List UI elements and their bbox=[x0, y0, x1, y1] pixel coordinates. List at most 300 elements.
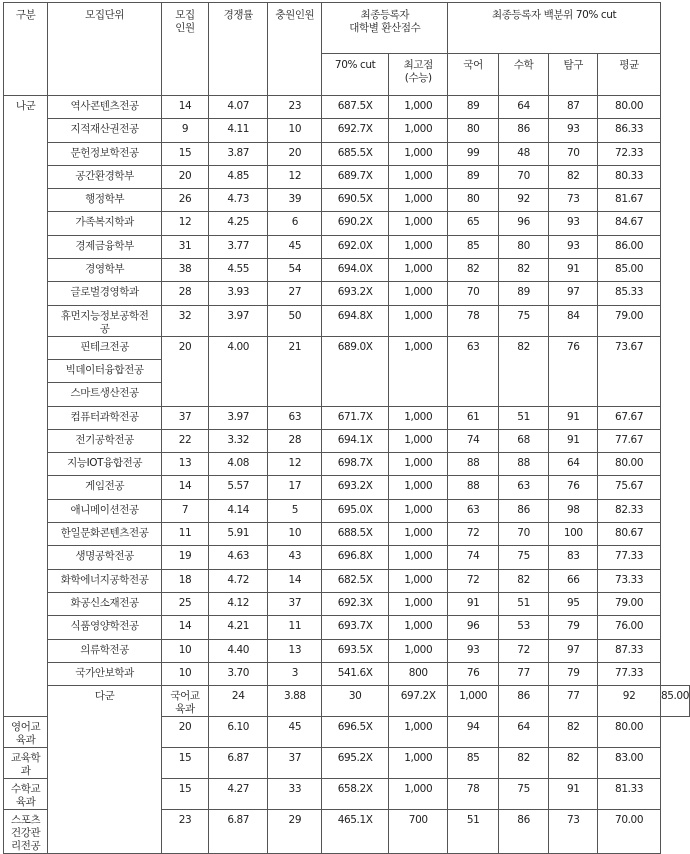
unit-name-cell bbox=[4, 717, 48, 748]
rate-cell: 4.07 bbox=[209, 96, 268, 119]
rate-cell: 3.87 bbox=[209, 142, 268, 165]
quota-cell: 20 bbox=[162, 717, 209, 748]
rate-cell: 3.97 bbox=[209, 406, 268, 429]
unit-name: 화공신소재전공 bbox=[70, 596, 139, 609]
math-cell: 68 bbox=[498, 429, 548, 452]
score-cut-cell: 694.1X bbox=[322, 429, 389, 452]
table-row bbox=[4, 476, 690, 499]
rate-cell: 4.25 bbox=[209, 212, 268, 235]
unit-name: 한일문화콘텐츠전공 bbox=[60, 527, 149, 540]
group-label: 나군 bbox=[4, 96, 48, 717]
waitlist-cell: 10 bbox=[268, 523, 322, 546]
average-cell: 77.67 bbox=[598, 429, 661, 452]
inquiry-cell: 79 bbox=[549, 616, 598, 639]
table-row bbox=[4, 165, 690, 188]
score-max-cell: 1,000 bbox=[389, 406, 448, 429]
average-cell: 80.67 bbox=[598, 523, 661, 546]
unit-name-cell bbox=[48, 336, 162, 359]
score-max-cell: 1,000 bbox=[448, 686, 498, 717]
rate-cell: 4.40 bbox=[209, 639, 268, 662]
score-cut-cell: 693.5X bbox=[322, 639, 389, 662]
korean-cell: 72 bbox=[448, 523, 498, 546]
inquiry-cell: 91 bbox=[549, 259, 598, 282]
quota-cell: 32 bbox=[162, 305, 209, 336]
group-label: 다군 bbox=[48, 686, 162, 854]
score-cut-cell: 698.7X bbox=[322, 453, 389, 476]
quota-cell: 28 bbox=[162, 282, 209, 305]
average-cell: 79.00 bbox=[598, 305, 661, 336]
unit-name: 영어교육과 bbox=[10, 721, 41, 747]
math-cell: 51 bbox=[498, 406, 548, 429]
rate-cell: 3.32 bbox=[209, 429, 268, 452]
quota-cell: 10 bbox=[162, 662, 209, 685]
rate-cell: 4.85 bbox=[209, 165, 268, 188]
unit-name: 행정학부 bbox=[85, 193, 125, 206]
quota-cell: 26 bbox=[162, 189, 209, 212]
korean-cell: 74 bbox=[448, 429, 498, 452]
average-cell: 77.33 bbox=[598, 662, 661, 685]
score-max-cell: 1,000 bbox=[389, 429, 448, 452]
header-rate: 경쟁률 bbox=[209, 3, 268, 96]
korean-cell: 78 bbox=[448, 779, 498, 810]
inquiry-cell: 82 bbox=[549, 717, 598, 748]
unit-name-cell bbox=[48, 383, 162, 406]
rate-cell: 4.08 bbox=[209, 453, 268, 476]
score-max-cell: 1,000 bbox=[389, 779, 448, 810]
table-row bbox=[4, 305, 690, 336]
score-max-cell: 1,000 bbox=[389, 499, 448, 522]
score-cut-cell: 696.5X bbox=[322, 717, 389, 748]
score-cut-cell: 695.2X bbox=[322, 748, 389, 779]
rate-cell: 3.88 bbox=[268, 686, 322, 717]
rate-cell: 4.12 bbox=[209, 592, 268, 615]
average-cell: 84.67 bbox=[598, 212, 661, 235]
waitlist-cell: 12 bbox=[268, 165, 322, 188]
rate-cell: 4.72 bbox=[209, 569, 268, 592]
quota-cell: 19 bbox=[162, 546, 209, 569]
rate-cell: 3.97 bbox=[209, 305, 268, 336]
waitlist-cell: 27 bbox=[268, 282, 322, 305]
average-cell: 85.00 bbox=[660, 686, 689, 717]
korean-cell: 74 bbox=[448, 546, 498, 569]
waitlist-cell: 10 bbox=[268, 119, 322, 142]
quota-cell: 22 bbox=[162, 429, 209, 452]
average-cell: 80.00 bbox=[598, 717, 661, 748]
waitlist-cell: 45 bbox=[268, 235, 322, 258]
waitlist-cell: 12 bbox=[268, 453, 322, 476]
math-cell: 89 bbox=[498, 282, 548, 305]
header-score-line2: 대학별 환산점수 bbox=[349, 22, 421, 34]
table-row bbox=[4, 616, 690, 639]
rate-cell: 3.70 bbox=[209, 662, 268, 685]
inquiry-cell: 97 bbox=[549, 282, 598, 305]
unit-name: 빅데이터융합전공 bbox=[65, 363, 144, 376]
inquiry-cell: 92 bbox=[598, 686, 661, 717]
score-cut-cell: 692.7X bbox=[322, 119, 389, 142]
unit-name: 문헌정보학전공 bbox=[70, 146, 139, 159]
korean-cell: 89 bbox=[448, 165, 498, 188]
inquiry-cell: 70 bbox=[549, 142, 598, 165]
header-unit: 모집단위 bbox=[48, 3, 162, 96]
score-cut-cell: 688.5X bbox=[322, 523, 389, 546]
average-cell: 87.33 bbox=[598, 639, 661, 662]
rate-cell: 5.57 bbox=[209, 476, 268, 499]
math-cell: 82 bbox=[498, 336, 548, 406]
score-max-cell: 1,000 bbox=[389, 476, 448, 499]
waitlist-cell: 45 bbox=[268, 717, 322, 748]
table-row bbox=[4, 453, 690, 476]
unit-name-cell bbox=[48, 235, 162, 258]
average-cell: 75.67 bbox=[598, 476, 661, 499]
score-cut-cell: 692.3X bbox=[322, 592, 389, 615]
inquiry-cell: 82 bbox=[549, 165, 598, 188]
inquiry-cell: 79 bbox=[549, 662, 598, 685]
inquiry-cell: 93 bbox=[549, 212, 598, 235]
inquiry-cell: 84 bbox=[549, 305, 598, 336]
inquiry-cell: 100 bbox=[549, 523, 598, 546]
average-cell: 85.33 bbox=[598, 282, 661, 305]
unit-name-cell bbox=[48, 359, 162, 382]
math-cell: 92 bbox=[498, 189, 548, 212]
waitlist-cell: 20 bbox=[268, 142, 322, 165]
quota-cell: 37 bbox=[162, 406, 209, 429]
score-cut-cell: 693.2X bbox=[322, 476, 389, 499]
quota-cell: 14 bbox=[162, 96, 209, 119]
header-waitlist: 충원인원 bbox=[268, 3, 322, 96]
math-cell: 75 bbox=[498, 546, 548, 569]
math-cell: 75 bbox=[498, 305, 548, 336]
rate-cell: 4.00 bbox=[209, 336, 268, 406]
score-cut-cell: 465.1X bbox=[322, 810, 389, 854]
score-cut-cell: 693.7X bbox=[322, 616, 389, 639]
math-cell: 82 bbox=[498, 748, 548, 779]
waitlist-cell: 29 bbox=[268, 810, 322, 854]
unit-name: 경영학부 bbox=[85, 263, 125, 276]
unit-name-cell bbox=[48, 476, 162, 499]
unit-name: 수학교육과 bbox=[10, 783, 41, 809]
math-cell: 70 bbox=[498, 165, 548, 188]
header-group: 구분 bbox=[4, 3, 48, 96]
math-cell: 53 bbox=[498, 616, 548, 639]
unit-name-cell bbox=[48, 453, 162, 476]
table-row bbox=[4, 569, 690, 592]
math-cell: 64 bbox=[498, 96, 548, 119]
unit-name-cell bbox=[48, 282, 162, 305]
unit-name-cell bbox=[48, 305, 162, 336]
korean-cell: 89 bbox=[448, 96, 498, 119]
average-cell: 80.00 bbox=[598, 453, 661, 476]
quota-cell: 14 bbox=[162, 476, 209, 499]
math-cell: 88 bbox=[498, 453, 548, 476]
inquiry-cell: 82 bbox=[549, 748, 598, 779]
unit-name: 지능IOT융합전공 bbox=[67, 457, 143, 470]
average-cell: 81.33 bbox=[598, 779, 661, 810]
math-cell: 77 bbox=[549, 686, 598, 717]
math-cell: 75 bbox=[498, 779, 548, 810]
average-cell: 86.33 bbox=[598, 119, 661, 142]
score-max-cell: 1,000 bbox=[389, 336, 448, 406]
waitlist-cell: 39 bbox=[268, 189, 322, 212]
rate-cell: 4.73 bbox=[209, 189, 268, 212]
score-max-cell: 1,000 bbox=[389, 305, 448, 336]
unit-name-cell bbox=[48, 592, 162, 615]
score-max-cell: 1,000 bbox=[389, 453, 448, 476]
waitlist-cell: 21 bbox=[268, 336, 322, 406]
unit-name-cell bbox=[48, 429, 162, 452]
quota-cell: 9 bbox=[162, 119, 209, 142]
rate-cell: 5.91 bbox=[209, 523, 268, 546]
score-cut-cell: 690.2X bbox=[322, 212, 389, 235]
inquiry-cell: 91 bbox=[549, 429, 598, 452]
score-max-cell: 1,000 bbox=[389, 616, 448, 639]
korean-cell: 96 bbox=[448, 616, 498, 639]
korean-cell: 93 bbox=[448, 639, 498, 662]
waitlist-cell: 37 bbox=[268, 748, 322, 779]
unit-name: 경제금융학부 bbox=[75, 239, 134, 252]
unit-name: 가족복지학과 bbox=[75, 216, 134, 229]
score-cut-cell: 689.0X bbox=[322, 336, 389, 406]
unit-name-cell bbox=[4, 810, 48, 854]
unit-name-cell bbox=[48, 499, 162, 522]
table-row bbox=[4, 235, 690, 258]
quota-cell: 11 bbox=[162, 523, 209, 546]
korean-cell: 99 bbox=[448, 142, 498, 165]
score-max-cell: 1,000 bbox=[389, 142, 448, 165]
table-row bbox=[4, 499, 690, 522]
korean-cell: 63 bbox=[448, 336, 498, 406]
math-cell: 70 bbox=[498, 523, 548, 546]
waitlist-cell: 50 bbox=[268, 305, 322, 336]
waitlist-cell: 6 bbox=[268, 212, 322, 235]
korean-cell: 80 bbox=[448, 119, 498, 142]
average-cell: 67.67 bbox=[598, 406, 661, 429]
korean-cell: 88 bbox=[448, 453, 498, 476]
header-score bbox=[322, 3, 448, 54]
score-max-cell: 1,000 bbox=[389, 748, 448, 779]
quota-cell: 14 bbox=[162, 616, 209, 639]
score-max-cell: 1,000 bbox=[389, 569, 448, 592]
unit-name-cell bbox=[162, 686, 209, 717]
unit-name: 역사콘텐츠전공 bbox=[70, 100, 139, 112]
quota-cell: 7 bbox=[162, 499, 209, 522]
quota-cell: 15 bbox=[162, 779, 209, 810]
korean-cell: 72 bbox=[448, 569, 498, 592]
score-cut-cell: 682.5X bbox=[322, 569, 389, 592]
waitlist-cell: 37 bbox=[268, 592, 322, 615]
waitlist-cell: 13 bbox=[268, 639, 322, 662]
quota-cell: 10 bbox=[162, 639, 209, 662]
unit-name-cell bbox=[48, 662, 162, 685]
score-cut-cell: 687.5X bbox=[322, 96, 389, 119]
unit-name: 스포츠건강관리전공 bbox=[10, 814, 41, 853]
math-cell: 80 bbox=[498, 235, 548, 258]
unit-name-cell bbox=[48, 119, 162, 142]
average-cell: 70.00 bbox=[598, 810, 661, 854]
header-inquiry: 탐구 bbox=[549, 54, 598, 96]
inquiry-cell: 98 bbox=[549, 499, 598, 522]
unit-name: 컴퓨터과학전공 bbox=[70, 410, 139, 423]
unit-name: 화학에너지공학전공 bbox=[60, 573, 149, 586]
rate-cell: 4.21 bbox=[209, 616, 268, 639]
inquiry-cell: 64 bbox=[549, 453, 598, 476]
quota-cell: 15 bbox=[162, 142, 209, 165]
waitlist-cell: 54 bbox=[268, 259, 322, 282]
score-max-cell: 1,000 bbox=[389, 212, 448, 235]
unit-name-cell bbox=[48, 523, 162, 546]
rate-cell: 4.11 bbox=[209, 119, 268, 142]
korean-cell: 70 bbox=[448, 282, 498, 305]
score-cut-cell: 671.7X bbox=[322, 406, 389, 429]
score-cut-cell: 695.0X bbox=[322, 499, 389, 522]
unit-name-line: 휴먼지능정보공학전 bbox=[60, 309, 149, 322]
table-row bbox=[4, 662, 690, 685]
inquiry-cell: 93 bbox=[549, 235, 598, 258]
inquiry-cell: 87 bbox=[549, 96, 598, 119]
quota-cell: 23 bbox=[162, 810, 209, 854]
average-cell: 77.33 bbox=[598, 546, 661, 569]
score-max-cell: 1,000 bbox=[389, 189, 448, 212]
table-row bbox=[4, 686, 690, 717]
korean-cell: 78 bbox=[448, 305, 498, 336]
score-cut-cell: 696.8X bbox=[322, 546, 389, 569]
average-cell: 73.33 bbox=[598, 569, 661, 592]
table-row bbox=[4, 406, 690, 429]
score-max-cell: 1,000 bbox=[389, 119, 448, 142]
rate-cell: 4.63 bbox=[209, 546, 268, 569]
unit-name: 스마트생산전공 bbox=[70, 387, 139, 400]
header-score-max-line2: (수능) bbox=[404, 72, 432, 84]
score-max-cell: 1,000 bbox=[389, 523, 448, 546]
score-max-cell: 1,000 bbox=[389, 259, 448, 282]
score-max-cell: 1,000 bbox=[389, 639, 448, 662]
math-cell: 82 bbox=[498, 259, 548, 282]
rate-cell: 6.10 bbox=[209, 717, 268, 748]
unit-name-cell bbox=[48, 616, 162, 639]
inquiry-cell: 91 bbox=[549, 406, 598, 429]
score-max-cell: 1,000 bbox=[389, 165, 448, 188]
unit-name-cell bbox=[48, 569, 162, 592]
average-cell: 80.33 bbox=[598, 165, 661, 188]
score-max-cell: 1,000 bbox=[389, 96, 448, 119]
math-cell: 77 bbox=[498, 662, 548, 685]
rate-cell: 3.93 bbox=[209, 282, 268, 305]
inquiry-cell: 91 bbox=[549, 779, 598, 810]
rate-cell: 6.87 bbox=[209, 810, 268, 854]
header-score-line1: 최종등록자 bbox=[360, 9, 410, 21]
quota-cell: 20 bbox=[162, 336, 209, 406]
waitlist-cell: 5 bbox=[268, 499, 322, 522]
unit-name: 애니메이션전공 bbox=[70, 503, 139, 516]
inquiry-cell: 76 bbox=[549, 336, 598, 406]
inquiry-cell: 95 bbox=[549, 592, 598, 615]
unit-name: 교육학과 bbox=[10, 752, 41, 778]
score-cut-cell: 697.2X bbox=[389, 686, 448, 717]
inquiry-cell: 76 bbox=[549, 476, 598, 499]
inquiry-cell: 93 bbox=[549, 119, 598, 142]
header-score-max-line1: 최고점 bbox=[403, 59, 433, 71]
math-cell: 48 bbox=[498, 142, 548, 165]
header-quota-line1: 모집 bbox=[175, 9, 195, 21]
korean-cell: 51 bbox=[448, 810, 498, 854]
waitlist-cell: 33 bbox=[268, 779, 322, 810]
quota-cell: 18 bbox=[162, 569, 209, 592]
score-cut-cell: 689.7X bbox=[322, 165, 389, 188]
score-max-cell: 1,000 bbox=[389, 592, 448, 615]
header-score-max bbox=[389, 54, 448, 96]
table-row bbox=[4, 212, 690, 235]
score-cut-cell: 694.0X bbox=[322, 259, 389, 282]
table-row bbox=[4, 259, 690, 282]
waitlist-cell: 43 bbox=[268, 546, 322, 569]
score-cut-cell: 541.6X bbox=[322, 662, 389, 685]
math-cell: 82 bbox=[498, 569, 548, 592]
score-max-cell: 1,000 bbox=[389, 282, 448, 305]
header-quota-line2: 인원 bbox=[175, 22, 195, 34]
header-korean: 국어 bbox=[448, 54, 498, 96]
header-quota bbox=[162, 3, 209, 96]
quota-cell: 15 bbox=[162, 748, 209, 779]
math-cell: 63 bbox=[498, 476, 548, 499]
score-cut-cell: 694.8X bbox=[322, 305, 389, 336]
korean-cell: 91 bbox=[448, 592, 498, 615]
math-cell: 72 bbox=[498, 639, 548, 662]
score-cut-cell: 690.5X bbox=[322, 189, 389, 212]
inquiry-cell: 73 bbox=[549, 189, 598, 212]
score-cut-cell: 693.2X bbox=[322, 282, 389, 305]
score-max-cell: 800 bbox=[389, 662, 448, 685]
score-cut-cell: 692.0X bbox=[322, 235, 389, 258]
waitlist-cell: 23 bbox=[268, 96, 322, 119]
unit-name-cell bbox=[48, 259, 162, 282]
average-cell: 82.33 bbox=[598, 499, 661, 522]
score-cut-cell: 685.5X bbox=[322, 142, 389, 165]
average-cell: 72.33 bbox=[598, 142, 661, 165]
header-average: 평균 bbox=[598, 54, 661, 96]
table-row bbox=[4, 546, 690, 569]
quota-cell: 13 bbox=[162, 453, 209, 476]
unit-name: 전기공학전공 bbox=[75, 433, 134, 446]
unit-name: 공간환경학부 bbox=[75, 169, 134, 182]
quota-cell: 12 bbox=[162, 212, 209, 235]
table-row bbox=[4, 96, 690, 119]
unit-name-cell bbox=[48, 546, 162, 569]
table-row bbox=[4, 639, 690, 662]
korean-cell: 94 bbox=[448, 717, 498, 748]
unit-name-cell bbox=[48, 189, 162, 212]
average-cell: 73.67 bbox=[598, 336, 661, 406]
inquiry-cell: 73 bbox=[549, 810, 598, 854]
unit-name-cell bbox=[48, 96, 162, 119]
average-cell: 81.67 bbox=[598, 189, 661, 212]
unit-name-cell bbox=[48, 406, 162, 429]
table-row bbox=[4, 282, 690, 305]
inquiry-cell: 83 bbox=[549, 546, 598, 569]
quota-cell: 20 bbox=[162, 165, 209, 188]
unit-name-line: 공 bbox=[99, 322, 110, 335]
waitlist-cell: 11 bbox=[268, 616, 322, 639]
unit-name-cell bbox=[4, 748, 48, 779]
korean-cell: 76 bbox=[448, 662, 498, 685]
unit-name: 국어교육과 bbox=[170, 690, 200, 716]
table-row bbox=[4, 429, 690, 452]
table-row bbox=[4, 119, 690, 142]
score-max-cell: 700 bbox=[389, 810, 448, 854]
score-max-cell: 1,000 bbox=[389, 717, 448, 748]
unit-name: 글로벌경영학과 bbox=[70, 286, 139, 299]
math-cell: 86 bbox=[498, 810, 548, 854]
table-row bbox=[4, 189, 690, 212]
waitlist-cell: 30 bbox=[322, 686, 389, 717]
